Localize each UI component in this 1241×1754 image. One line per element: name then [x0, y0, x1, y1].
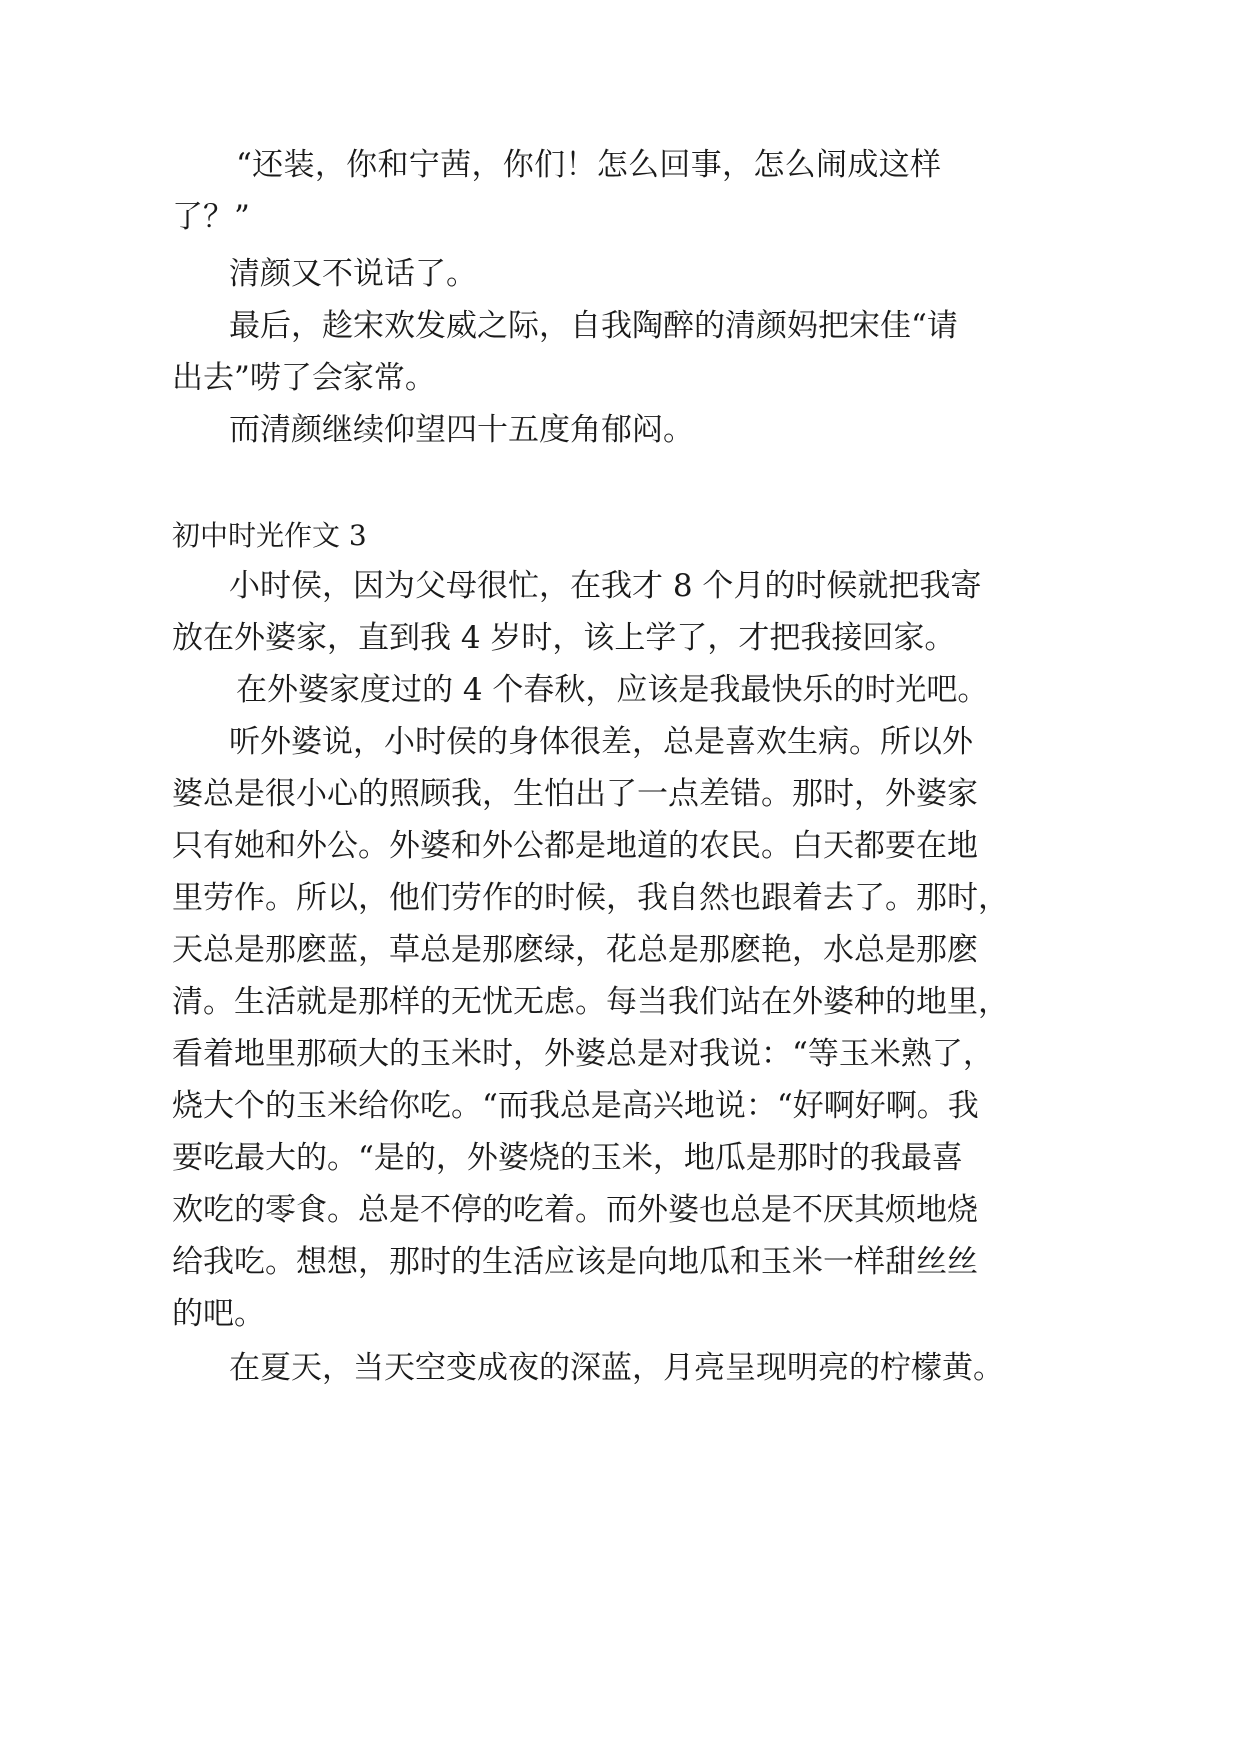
- paragraph-line: 看着地里那硕大的玉米时，外婆总是对我说：“等玉米熟了，: [172, 1036, 994, 1072]
- paragraph-line: “还装，你和宁茜，你们！怎么回事，怎么闹成这样: [236, 147, 941, 183]
- paragraph-line: 要吃最大的。“是的，外婆烧的玉米，地瓜是那时的我最喜: [172, 1140, 963, 1176]
- paragraph-line: 天总是那麽蓝，草总是那麽绿，花总是那麽艳，水总是那麽: [172, 932, 978, 968]
- paragraph-line: 里劳作。所以，他们劳作的时候，我自然也跟着去了。那时，: [172, 880, 1009, 916]
- paragraph-line: 听外婆说，小时侯的身体很差，总是喜欢生病。所以外: [229, 724, 973, 760]
- paragraph-line: 清。生活就是那样的无忧无虑。每当我们站在外婆种的地里，: [172, 984, 1009, 1020]
- paragraph-line: 清颜又不说话了。: [229, 256, 477, 292]
- paragraph-line: 了？”: [172, 199, 250, 235]
- paragraph-line: 而清颜继续仰望四十五度角郁闷。: [229, 412, 694, 448]
- paragraph-line: 欢吃的零食。总是不停的吃着。而外婆也总是不厌其烦地烧: [172, 1192, 978, 1228]
- section-title: 初中时光作文 3: [172, 519, 367, 552]
- paragraph-line: 烧大个的玉米给你吃。“而我总是高兴地说：“好啊好啊。我: [172, 1088, 979, 1124]
- paragraph-line: 在外婆家度过的 4 个春秋，应该是我最快乐的时光吧。: [236, 672, 989, 708]
- paragraph-line: 只有她和外公。外婆和外公都是地道的农民。白天都要在地: [172, 828, 978, 864]
- paragraph-line: 放在外婆家，直到我 4 岁时，该上学了，才把我接回家。: [172, 620, 956, 656]
- paragraph-line: 给我吃。想想，那时的生活应该是向地瓜和玉米一样甜丝丝: [172, 1244, 978, 1280]
- paragraph-line: 小时侯，因为父母很忙，在我才 8 个月的时候就把我寄: [229, 568, 982, 604]
- paragraph-line: 在夏天，当天空变成夜的深蓝，月亮呈现明亮的柠檬黄。: [229, 1350, 1004, 1386]
- paragraph-line: 的吧。: [172, 1296, 265, 1332]
- paragraph-line: 最后，趁宋欢发威之际，自我陶醉的清颜妈把宋佳“请: [229, 308, 958, 344]
- paragraph-line: 婆总是很小心的照顾我，生怕出了一点差错。那时，外婆家: [172, 776, 978, 812]
- paragraph-line: 出去”唠了会家常。: [172, 360, 436, 396]
